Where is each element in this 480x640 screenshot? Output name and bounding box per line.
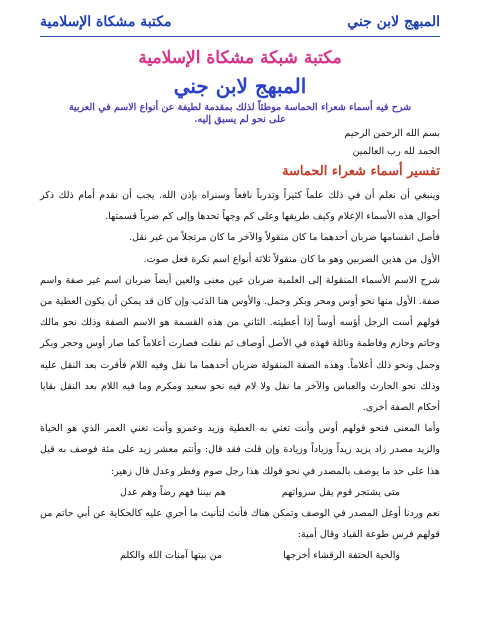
- hamd-line: الحمد لله رب العالمين: [352, 146, 440, 157]
- paragraph-first-kind: الأول من هذين الضربين وهو ما كان منقولاً ثلاثة أنواع اسم نكرة فعل صوت.: [143, 253, 440, 265]
- page-header: [40, 8, 440, 37]
- library-title: مكتبة شبكة مشكاة الإسلامية: [138, 48, 342, 68]
- book-title: المبهج لابن جني: [173, 74, 307, 98]
- paragraph-division: فأصل انقسامها ضربان أحدهما ما كان منقولاً والآخر ما كان مرتجلاً من غير نقل.: [129, 232, 440, 244]
- verse-second-hemistich: من بيتها آمنات الله والكلم: [120, 550, 223, 562]
- paragraph-meaning: وأما المعنى فنحو قولهم أوس وأنت تعني به العطية وزيد وعمرو وأنت تعني العمر الذي هو الحياة والزيد مصدر زاد يزيد زيداً وزياداً وزيادة وإن قلت فقد قال: وأنتم معشر زيد على مئة فوصف به قيل هذا على حد ما يوصف بالمصدر في نحو قولك هذا رجل صوم وفطر وعدل قال زهير:: [40, 423, 440, 477]
- section-title: تفسير أسماء شعراء الحماسة: [282, 164, 440, 179]
- paragraph-intro: وينبغي أن نعلم أن في ذلك علماً كثيراً وتدرباً نافعاً وسنراه بإذن الله. يجب أن نقدم أمام ذلك ذكر أحوال هذه الأسماء الإعلام وكيف طريقها وعلى كم وجهاً تحدها وإلى كم ضرباً قسمتها.: [40, 190, 440, 223]
- poetry-verse: [40, 482, 440, 503]
- basmala: بسم الله الرحمن الرحيم: [344, 128, 440, 139]
- verse-first-hemistich: والحية الحتفة الرقشاء أخرجها: [283, 550, 400, 562]
- book-description: شرح فيه أسماء شعراء الحماسة موطئاً لذلك بمقدمة لطيفة عن أنواع الاسم في العربية على نحو لم يسبق إليه.: [68, 102, 412, 125]
- header-library-name: مكتبة مشكاة الإسلامية: [40, 14, 172, 30]
- poetry-verse: [40, 545, 440, 566]
- paragraph-explanation: شرح الاسم الأسماء المنقولة إلى العلمية ضربان عين معنى والعين أيضاً ضربان اسم غير صفة واسم صفة. الأول منها نحو أوس ومحر وبكر وحمل. والأوس هنا الذئب وإن كان قد يمكن أن يكون العطية من قولهم أست الرجل أؤسه أوساً إذا أعطيته. الثاني من هذه القسمة هو الاسم الصفة وذلك نحو مالك وحاتم وحازم وفاطمة ونائلة فهذه في الأصل أوصاف ثم نقلت فصارت أعلاماً كما صار أوس وحجر وبكر وجمل ونحو ذلك أعلاماً. وهذه الصفة المنقولة ضربان أحدهما ما نقل وفيه اللام فأقرت بعد النقل عليه وذلك نحو الحارث والعباس والآخر ما نقل ولا لام فيه نحو سعيد ومكرم وما فيه اللام بعد النقل بقايا أحكام الصفة أخرى.: [40, 274, 440, 414]
- document-body: [40, 128, 440, 567]
- paragraph-continuation: نعم وردنا أوغل المصدر في الوصف وتمكن هناك فأنث لتأنيث ما أجري عليه كالحكاية عن أبي حاتم من قولهم فرس طوعة القياد وقال أمية:: [40, 508, 440, 541]
- header-book-name: المبهج لابن جني: [347, 14, 440, 30]
- verse-second-hemistich: هم بيننا فهم رضاً وهم عدل: [120, 486, 226, 498]
- verse-first-hemistich: متى يشتجر قوم يقل سرواتهم: [281, 486, 400, 498]
